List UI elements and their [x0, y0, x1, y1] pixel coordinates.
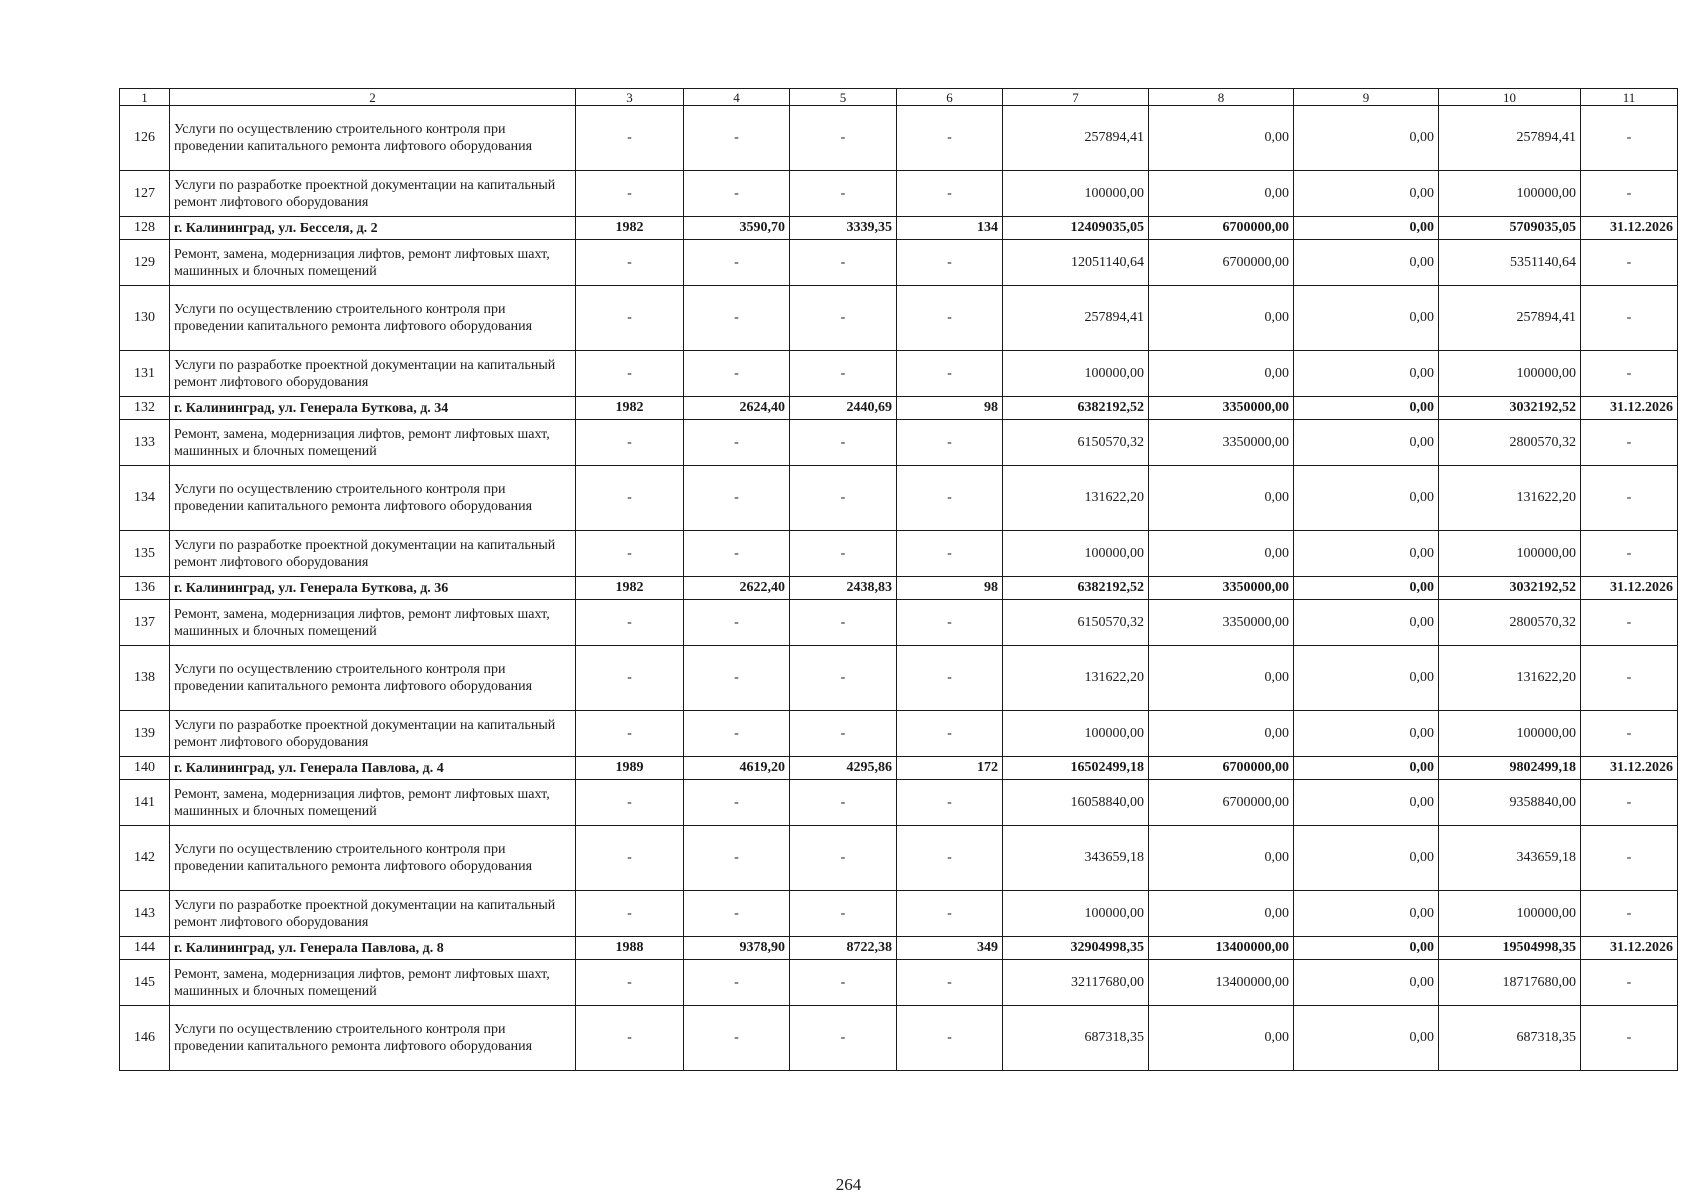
- table-row: [120, 286, 1678, 351]
- cell-col4: -: [684, 1006, 790, 1071]
- work-description: г. Калининград, ул. Бесселя, д. 2: [170, 217, 576, 240]
- cell-col5: 2440,69: [790, 397, 897, 420]
- column-number-row: [120, 89, 1678, 106]
- cell-col10: 2800570,32: [1439, 420, 1581, 466]
- column-number: 8: [1149, 89, 1294, 106]
- work-description: Услуги по осуществлению строительного контроля при проведении капитального ремонта лифтового оборудования: [170, 286, 576, 351]
- table-row: [120, 826, 1678, 891]
- cell-col8: 0,00: [1149, 891, 1294, 937]
- cell-col4: -: [684, 780, 790, 826]
- cell-col5: -: [790, 600, 897, 646]
- work-description: г. Калининград, ул. Генерала Павлова, д. 4: [170, 757, 576, 780]
- cell-col4: 4619,20: [684, 757, 790, 780]
- work-description: Услуги по осуществлению строительного контроля при проведении капитального ремонта лифтового оборудования: [170, 106, 576, 171]
- cell-col8: 13400000,00: [1149, 960, 1294, 1006]
- cell-year: -: [576, 711, 684, 757]
- cell-col10: 5709035,05: [1439, 217, 1581, 240]
- row-number: 134: [120, 466, 170, 531]
- cell-col10: 687318,35: [1439, 1006, 1581, 1071]
- cell-total-cost: 16502499,18: [1003, 757, 1149, 780]
- cell-col9: 0,00: [1294, 577, 1439, 600]
- cell-col9: 0,00: [1294, 466, 1439, 531]
- cell-col8: 3350000,00: [1149, 600, 1294, 646]
- cell-year: 1988: [576, 937, 684, 960]
- row-number: 143: [120, 891, 170, 937]
- cell-col10: 18717680,00: [1439, 960, 1581, 1006]
- row-number: 136: [120, 577, 170, 600]
- table-row: [120, 106, 1678, 171]
- cell-col5: -: [790, 286, 897, 351]
- column-number: 2: [170, 89, 576, 106]
- work-description: г. Калининград, ул. Генерала Буткова, д. 36: [170, 577, 576, 600]
- table-row: [120, 960, 1678, 1006]
- cell-col5: -: [790, 240, 897, 286]
- cell-col9: 0,00: [1294, 420, 1439, 466]
- cell-col9: 0,00: [1294, 646, 1439, 711]
- cell-deadline: -: [1581, 420, 1678, 466]
- cell-col4: 2624,40: [684, 397, 790, 420]
- cell-col6: 172: [897, 757, 1003, 780]
- row-number: 142: [120, 826, 170, 891]
- cell-total-cost: 100000,00: [1003, 351, 1149, 397]
- register-table: [119, 88, 1678, 1071]
- page-number: 264: [835, 1175, 862, 1194]
- row-number: 132: [120, 397, 170, 420]
- cell-deadline: 31.12.2026: [1581, 577, 1678, 600]
- cell-total-cost: 6150570,32: [1003, 420, 1149, 466]
- cell-col5: -: [790, 891, 897, 937]
- column-number: 11: [1581, 89, 1678, 106]
- work-description: Ремонт, замена, модернизация лифтов, ремонт лифтовых шахт, машинных и блочных помещений: [170, 420, 576, 466]
- cell-col5: -: [790, 351, 897, 397]
- cell-col10: 100000,00: [1439, 711, 1581, 757]
- cell-col10: 131622,20: [1439, 466, 1581, 531]
- cell-year: 1982: [576, 217, 684, 240]
- table-row: [120, 711, 1678, 757]
- cell-year: -: [576, 780, 684, 826]
- cell-col10: 9802499,18: [1439, 757, 1581, 780]
- row-number: 138: [120, 646, 170, 711]
- cell-col5: -: [790, 780, 897, 826]
- table-row: [120, 646, 1678, 711]
- row-number: 139: [120, 711, 170, 757]
- cell-col6: -: [897, 960, 1003, 1006]
- cell-col10: 343659,18: [1439, 826, 1581, 891]
- cell-col10: 100000,00: [1439, 171, 1581, 217]
- cell-col5: -: [790, 531, 897, 577]
- row-number: 129: [120, 240, 170, 286]
- row-number: 141: [120, 780, 170, 826]
- cell-col5: 3339,35: [790, 217, 897, 240]
- cell-col6: -: [897, 1006, 1003, 1071]
- cell-col4: -: [684, 600, 790, 646]
- cell-col8: 0,00: [1149, 466, 1294, 531]
- cell-year: -: [576, 531, 684, 577]
- cell-year: -: [576, 240, 684, 286]
- cell-col6: -: [897, 531, 1003, 577]
- cell-col6: -: [897, 600, 1003, 646]
- cell-col6: -: [897, 826, 1003, 891]
- cell-col5: -: [790, 1006, 897, 1071]
- cell-col4: -: [684, 171, 790, 217]
- cell-deadline: -: [1581, 891, 1678, 937]
- cell-col9: 0,00: [1294, 891, 1439, 937]
- cell-col4: -: [684, 240, 790, 286]
- cell-col6: -: [897, 351, 1003, 397]
- work-description: Услуги по разработке проектной документации на капитальный ремонт лифтового оборудования: [170, 531, 576, 577]
- cell-total-cost: 687318,35: [1003, 1006, 1149, 1071]
- cell-col10: 19504998,35: [1439, 937, 1581, 960]
- cell-col5: -: [790, 106, 897, 171]
- cell-col6: -: [897, 106, 1003, 171]
- work-description: г. Калининград, ул. Генерала Павлова, д. 8: [170, 937, 576, 960]
- cell-col5: 4295,86: [790, 757, 897, 780]
- cell-col5: -: [790, 826, 897, 891]
- row-number: 128: [120, 217, 170, 240]
- cell-total-cost: 257894,41: [1003, 286, 1149, 351]
- address-row: [120, 217, 1678, 240]
- column-number: 4: [684, 89, 790, 106]
- cell-col10: 9358840,00: [1439, 780, 1581, 826]
- cell-col10: 3032192,52: [1439, 397, 1581, 420]
- cell-col5: 2438,83: [790, 577, 897, 600]
- cell-col9: 0,00: [1294, 531, 1439, 577]
- cell-total-cost: 12051140,64: [1003, 240, 1149, 286]
- work-description: Услуги по разработке проектной документации на капитальный ремонт лифтового оборудования: [170, 351, 576, 397]
- row-number: 146: [120, 1006, 170, 1071]
- cell-col9: 0,00: [1294, 397, 1439, 420]
- cell-total-cost: 6382192,52: [1003, 577, 1149, 600]
- cell-col6: 349: [897, 937, 1003, 960]
- cell-col6: 98: [897, 397, 1003, 420]
- cell-col8: 0,00: [1149, 286, 1294, 351]
- cell-col6: -: [897, 646, 1003, 711]
- cell-total-cost: 100000,00: [1003, 891, 1149, 937]
- cell-col4: -: [684, 891, 790, 937]
- cell-col6: -: [897, 286, 1003, 351]
- cell-year: -: [576, 826, 684, 891]
- column-number: 9: [1294, 89, 1439, 106]
- cell-col8: 6700000,00: [1149, 217, 1294, 240]
- cell-year: -: [576, 646, 684, 711]
- cell-col4: 9378,90: [684, 937, 790, 960]
- cell-year: 1989: [576, 757, 684, 780]
- cell-col8: 0,00: [1149, 646, 1294, 711]
- cell-col8: 3350000,00: [1149, 420, 1294, 466]
- table-row: [120, 1006, 1678, 1071]
- cell-col8: 0,00: [1149, 826, 1294, 891]
- cell-total-cost: 6382192,52: [1003, 397, 1149, 420]
- row-number: 145: [120, 960, 170, 1006]
- cell-col8: 0,00: [1149, 106, 1294, 171]
- cell-total-cost: 32904998,35: [1003, 937, 1149, 960]
- cell-col8: 6700000,00: [1149, 757, 1294, 780]
- cell-col9: 0,00: [1294, 826, 1439, 891]
- cell-col9: 0,00: [1294, 106, 1439, 171]
- cell-col10: 2800570,32: [1439, 600, 1581, 646]
- row-number: 144: [120, 937, 170, 960]
- cell-deadline: -: [1581, 1006, 1678, 1071]
- cell-col8: 0,00: [1149, 711, 1294, 757]
- cell-col8: 0,00: [1149, 171, 1294, 217]
- cell-total-cost: 257894,41: [1003, 106, 1149, 171]
- cell-deadline: -: [1581, 351, 1678, 397]
- cell-col6: -: [897, 420, 1003, 466]
- cell-col5: -: [790, 711, 897, 757]
- address-row: [120, 937, 1678, 960]
- cell-col8: 13400000,00: [1149, 937, 1294, 960]
- table-row: [120, 171, 1678, 217]
- cell-year: 1982: [576, 577, 684, 600]
- cell-total-cost: 12409035,05: [1003, 217, 1149, 240]
- cell-col6: -: [897, 171, 1003, 217]
- table-row: [120, 531, 1678, 577]
- work-description: Услуги по разработке проектной документации на капитальный ремонт лифтового оборудования: [170, 711, 576, 757]
- table-row: [120, 351, 1678, 397]
- row-number: 133: [120, 420, 170, 466]
- cell-col6: -: [897, 240, 1003, 286]
- cell-col6: -: [897, 466, 1003, 531]
- cell-col10: 100000,00: [1439, 531, 1581, 577]
- row-number: 137: [120, 600, 170, 646]
- cell-col4: -: [684, 420, 790, 466]
- cell-total-cost: 343659,18: [1003, 826, 1149, 891]
- cell-col5: -: [790, 171, 897, 217]
- cell-col4: -: [684, 106, 790, 171]
- cell-col9: 0,00: [1294, 780, 1439, 826]
- table-row: [120, 600, 1678, 646]
- cell-col4: -: [684, 286, 790, 351]
- cell-year: 1982: [576, 397, 684, 420]
- cell-col5: 8722,38: [790, 937, 897, 960]
- cell-col10: 257894,41: [1439, 106, 1581, 171]
- work-description: Услуги по разработке проектной документации на капитальный ремонт лифтового оборудования: [170, 891, 576, 937]
- cell-col6: 98: [897, 577, 1003, 600]
- table-row: [120, 780, 1678, 826]
- table-body: [120, 89, 1678, 1071]
- cell-total-cost: 100000,00: [1003, 171, 1149, 217]
- cell-col9: 0,00: [1294, 937, 1439, 960]
- cell-deadline: -: [1581, 171, 1678, 217]
- cell-col4: 2622,40: [684, 577, 790, 600]
- table-row: [120, 240, 1678, 286]
- work-description: Услуги по осуществлению строительного контроля при проведении капитального ремонта лифтового оборудования: [170, 466, 576, 531]
- cell-col10: 100000,00: [1439, 891, 1581, 937]
- cell-deadline: -: [1581, 531, 1678, 577]
- cell-col4: -: [684, 466, 790, 531]
- cell-year: -: [576, 286, 684, 351]
- row-number: 130: [120, 286, 170, 351]
- cell-col8: 6700000,00: [1149, 780, 1294, 826]
- cell-year: -: [576, 420, 684, 466]
- cell-deadline: -: [1581, 466, 1678, 531]
- cell-col10: 5351140,64: [1439, 240, 1581, 286]
- cell-deadline: -: [1581, 286, 1678, 351]
- column-number: 1: [120, 89, 170, 106]
- cell-col4: -: [684, 826, 790, 891]
- work-description: Услуги по осуществлению строительного контроля при проведении капитального ремонта лифтового оборудования: [170, 646, 576, 711]
- work-description: Ремонт, замена, модернизация лифтов, ремонт лифтовых шахт, машинных и блочных помещений: [170, 600, 576, 646]
- cell-col9: 0,00: [1294, 1006, 1439, 1071]
- row-number: 131: [120, 351, 170, 397]
- cell-total-cost: 131622,20: [1003, 466, 1149, 531]
- cell-deadline: -: [1581, 711, 1678, 757]
- cell-year: -: [576, 960, 684, 1006]
- cell-deadline: 31.12.2026: [1581, 397, 1678, 420]
- row-number: 127: [120, 171, 170, 217]
- cell-col8: 6700000,00: [1149, 240, 1294, 286]
- cell-deadline: -: [1581, 240, 1678, 286]
- work-description: Услуги по осуществлению строительного контроля при проведении капитального ремонта лифтового оборудования: [170, 826, 576, 891]
- column-number: 5: [790, 89, 897, 106]
- cell-year: -: [576, 106, 684, 171]
- cell-col4: 3590,70: [684, 217, 790, 240]
- cell-col6: 134: [897, 217, 1003, 240]
- cell-col10: 3032192,52: [1439, 577, 1581, 600]
- cell-col6: -: [897, 780, 1003, 826]
- cell-col6: -: [897, 891, 1003, 937]
- cell-deadline: -: [1581, 826, 1678, 891]
- cell-deadline: -: [1581, 780, 1678, 826]
- cell-year: -: [576, 351, 684, 397]
- address-row: [120, 397, 1678, 420]
- cell-deadline: -: [1581, 106, 1678, 171]
- cell-total-cost: 100000,00: [1003, 531, 1149, 577]
- cell-col4: -: [684, 531, 790, 577]
- cell-col5: -: [790, 466, 897, 531]
- column-number: 10: [1439, 89, 1581, 106]
- cell-col9: 0,00: [1294, 757, 1439, 780]
- cell-col10: 131622,20: [1439, 646, 1581, 711]
- cell-total-cost: 16058840,00: [1003, 780, 1149, 826]
- column-number: 7: [1003, 89, 1149, 106]
- cell-total-cost: 32117680,00: [1003, 960, 1149, 1006]
- column-number: 3: [576, 89, 684, 106]
- cell-col10: 257894,41: [1439, 286, 1581, 351]
- cell-deadline: -: [1581, 646, 1678, 711]
- row-number: 126: [120, 106, 170, 171]
- cell-year: -: [576, 1006, 684, 1071]
- cell-col8: 0,00: [1149, 531, 1294, 577]
- table-row: [120, 891, 1678, 937]
- cell-total-cost: 6150570,32: [1003, 600, 1149, 646]
- cell-col9: 0,00: [1294, 711, 1439, 757]
- work-description: Ремонт, замена, модернизация лифтов, ремонт лифтовых шахт, машинных и блочных помещений: [170, 960, 576, 1006]
- cell-col4: -: [684, 646, 790, 711]
- cell-col5: -: [790, 960, 897, 1006]
- cell-total-cost: 131622,20: [1003, 646, 1149, 711]
- cell-col8: 0,00: [1149, 351, 1294, 397]
- cell-year: -: [576, 891, 684, 937]
- document-page: [119, 88, 1678, 1071]
- row-number: 140: [120, 757, 170, 780]
- cell-col5: -: [790, 646, 897, 711]
- cell-deadline: -: [1581, 960, 1678, 1006]
- work-description: Услуги по разработке проектной документации на капитальный ремонт лифтового оборудования: [170, 171, 576, 217]
- table-row: [120, 466, 1678, 531]
- cell-col5: -: [790, 420, 897, 466]
- address-row: [120, 577, 1678, 600]
- cell-col8: 3350000,00: [1149, 577, 1294, 600]
- table-row: [120, 420, 1678, 466]
- work-description: г. Калининград, ул. Генерала Буткова, д. 34: [170, 397, 576, 420]
- cell-col9: 0,00: [1294, 286, 1439, 351]
- cell-year: -: [576, 466, 684, 531]
- cell-col9: 0,00: [1294, 960, 1439, 1006]
- cell-year: -: [576, 171, 684, 217]
- cell-year: -: [576, 600, 684, 646]
- cell-total-cost: 100000,00: [1003, 711, 1149, 757]
- cell-col4: -: [684, 351, 790, 397]
- cell-col4: -: [684, 711, 790, 757]
- cell-deadline: 31.12.2026: [1581, 217, 1678, 240]
- cell-col6: -: [897, 711, 1003, 757]
- address-row: [120, 757, 1678, 780]
- cell-col8: 0,00: [1149, 1006, 1294, 1071]
- cell-col4: -: [684, 960, 790, 1006]
- work-description: Ремонт, замена, модернизация лифтов, ремонт лифтовых шахт, машинных и блочных помещений: [170, 240, 576, 286]
- cell-col9: 0,00: [1294, 240, 1439, 286]
- cell-col9: 0,00: [1294, 171, 1439, 217]
- row-number: 135: [120, 531, 170, 577]
- cell-col9: 0,00: [1294, 600, 1439, 646]
- work-description: Ремонт, замена, модернизация лифтов, ремонт лифтовых шахт, машинных и блочных помещений: [170, 780, 576, 826]
- column-number: 6: [897, 89, 1003, 106]
- work-description: Услуги по осуществлению строительного контроля при проведении капитального ремонта лифтового оборудования: [170, 1006, 576, 1071]
- cell-deadline: 31.12.2026: [1581, 937, 1678, 960]
- cell-col10: 100000,00: [1439, 351, 1581, 397]
- cell-deadline: -: [1581, 600, 1678, 646]
- cell-col8: 3350000,00: [1149, 397, 1294, 420]
- cell-deadline: 31.12.2026: [1581, 757, 1678, 780]
- cell-col9: 0,00: [1294, 351, 1439, 397]
- cell-col9: 0,00: [1294, 217, 1439, 240]
